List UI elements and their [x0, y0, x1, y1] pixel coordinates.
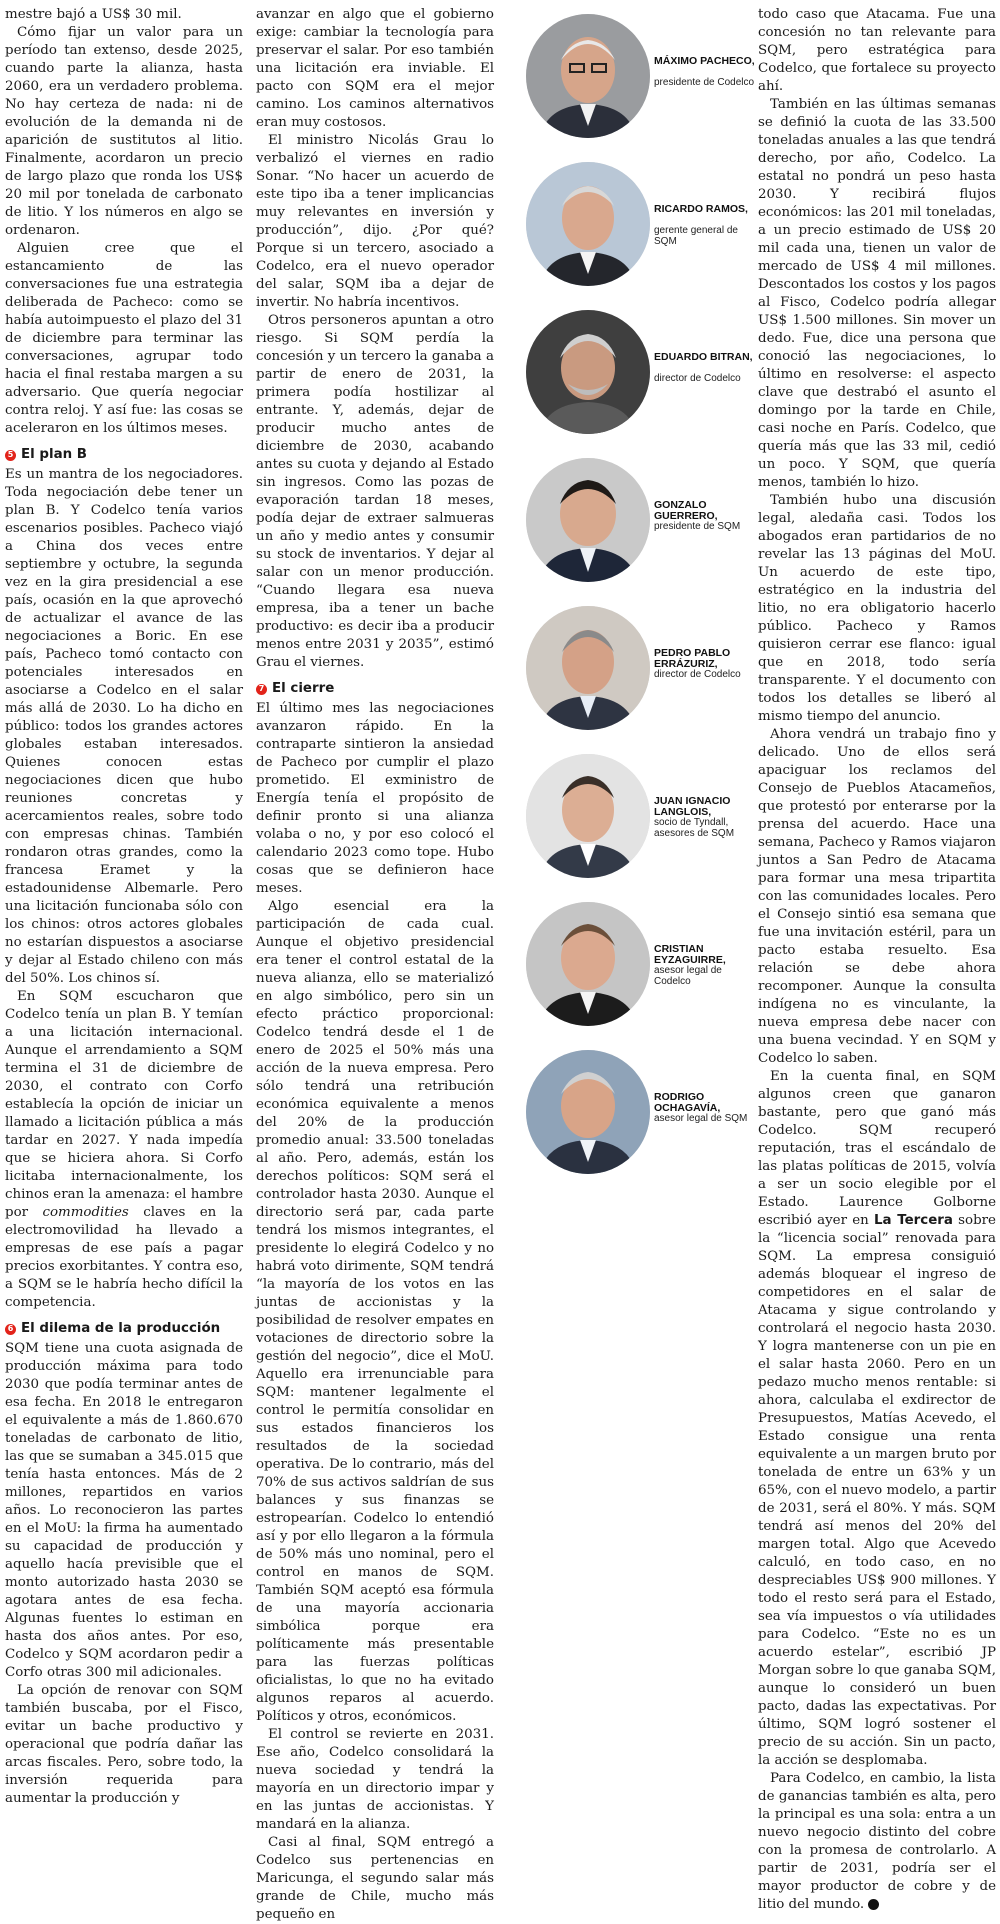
person-role: director de Codelco [654, 373, 741, 384]
portrait-photo [526, 14, 650, 138]
person-card [526, 14, 756, 164]
person-role: socio de Tyndall, asesores de SQM [654, 817, 735, 839]
section-title: El dilema de la producción [21, 1321, 221, 1336]
paragraph: mestre bajó a US$ 30 mil. [5, 7, 182, 22]
people-column [506, 0, 754, 1303]
portrait-photo [526, 162, 650, 286]
paragraph: El ministro Nicolás Grau lo verbalizó el viernes en radio Sonar. “No hacer un acuerdo de este tipo iba a tener implicancias muy relevantes en inversión y producción”, dijo. ¿Por qué? Porque si un tercero, asociado a Codelco, era el nuevo operador del salar, SQM iba a dejar de invertir. No habría incentivos. [256, 133, 494, 310]
paragraph: Algo esencial era la participación de cada cual. Aunque el objetivo presidencial era tener el control estatal de la nueva alianza, ello se materializó en algo simbólico, pero sin un efecto práctico proporcional: Codelco tendrá desde el 1 de enero de 2025 el 50% más una acción de la nueva empresa. Pero sólo tendrá una retribución económica equivalente a menos del 20% de la producción promedio anual: 33.500 toneladas al año. Pero, además, están los derechos políticos: SQM será el controlador hasta 2030. Aunque el directorio será par, cada parte tendrá los mismos integrantes, el presidente lo elegirá Codelco y no habrá voto dirimente, SQM tendrá “la mayoría de los votos en las juntas de accionistas y la posibilidad de resolver empates en votaciones de directorio sobre la gestión del negocio”, dice el MoU. Aquello era irrenunciable para SQM: mantener legalmente el control le permitía consolidar en sus estados financieros los resultados de la sociedad operativa. De lo contrario, más del 70% de sus activos saldrían de sus balances y sus finanzas se estropearían. Codelco lo entendió así y por ello llegaron a la fórmula de 50% más uno nominal, pero el control en manos de SQM. También SQM aceptó esa fórmula de una mayoría accionaria simbólica porque era políticamente más presentable para las fuerzas políticas oficialistas, lo que no ha evitado algunos reparos al acuerdo. Políticos y otros, económicos. [256, 899, 494, 1724]
article-column-2 [256, 6, 494, 1924]
person-name: GONZALO GUERRERO, [654, 499, 718, 522]
person-card [526, 310, 756, 460]
article-column-1 [5, 6, 243, 1808]
paragraph: Es un mantra de los negociadores. Toda negociación debe tener un plan B. Y Codelco tenía varios escenarios posibles. Pacheco viajó a China dos veces entre septiembre y octubre, la segunda vez en la gira presidencial a ese país, ocasión en la que aprovechó de actualizar el avance de las negociaciones a Boric. En ese país, Pacheco tomó contacto con potenciales interesados en asociarse a Codelco en el salar más allá de 2030. Lo ha dicho en público: todos los grandes actores globales estaban interesados. Quienes conocen estas negociaciones dicen que hubo reuniones concretas y acercamientos reales, sobre todo con empresas chinas. También rondaron otras grandes, como la francesa Eramet y la estadounidense Albemarle. Pero una licitación funcionaba sólo con los chinos: otros actores globales no estarían dispuestos a asociarse y dejar al Estado chileno con más del 50%. Los chinos sí. [5, 467, 243, 986]
person-card [526, 754, 756, 904]
paragraph: También en las últimas semanas se definió la cuota de las 33.500 toneladas anuales a las que tendrá derecho, por año, Codelco. La estatal no pondrá un peso hasta 2030. Y recibirá flujos económicos: las 201 mil toneladas, a un precio estimado de US$ 20 mil cada una, tienen un valor de mercado de US$ 4 mil millones. Descontados los costos y los pagos al Fisco, Codelco podría allegar US$ 1.500 millones. Sin mover un dedo. Fue, dice una persona que conoció las negociaciones, lo último en resolverse: el aspecto clave que destrabó el asunto el domingo por la tarde en Chile, casi noche en París. Codelco, que quería más que las 33 mil, cedió un poco. Y SQM, que quería menos, también lo hizo. [758, 97, 996, 490]
paragraph [5, 988, 243, 1312]
person-role: asesor legal de SQM [654, 1113, 748, 1124]
paragraph [758, 1770, 996, 1914]
person-role: presidente de Codelco [654, 77, 755, 88]
paragraph: La opción de renovar con SQM también buscaba, por el Fisco, evitar un bache productivo y operacional que podría dañar las arcas fiscales. Pero, sobre todo, la inversión requerida para aumentar la producción y [5, 1683, 243, 1806]
text-run: claves en la electromovilidad ha llevado a empresas de ese país a pagar precios exorbitantes. Y contra eso, a SQM se le habría hecho difícil la competencia. [5, 1205, 243, 1310]
person-role: asesor legal de Codelco [654, 965, 722, 987]
person-card [526, 458, 756, 608]
text-run: En la cuenta final, en SQM algunos creen que ganaron bastante, pero que ganó más Codelco. SQM recuperó reputación, tras el escándalo de las platas políticas de 2015, volvía a ser un socio elegible por el Estado. Laurence Golborne escribió ayer en [758, 1069, 996, 1228]
paragraph: Casi al final, SQM entregó a Codelco sus pertenencias en Maricunga, el segundo salar más grande de Chile, mucho más pequeño en [256, 1835, 494, 1922]
person-card [526, 902, 756, 1052]
text-run: Para Codelco, en cambio, la lista de ganancias también es alta, pero la principal es una sola: entra a un nuevo negocio distinto del cobre con la promesa de controlarlo. A partir de 2031, podría ser el mayor productor de cobre y de litio del mundo. [758, 1771, 996, 1912]
section-number-badge: 5 [5, 450, 16, 461]
section-heading-closing [256, 680, 494, 698]
paragraph: avanzar en algo que el gobierno exige: cambiar la tecnología para preservar el salar. Por eso también una licitación era inviable. El pacto con SQM era el mejor camino. Los caminos alternativos eran muy costosos. [256, 7, 494, 130]
section-heading-production [5, 1320, 243, 1338]
person-name: RODRIGO OCHAGAVÍA, [654, 1091, 721, 1114]
portrait-photo [526, 754, 650, 878]
paragraph: todo caso que Atacama. Fue una concesión no tan relevante para SQM, pero estratégica para Codelco, que fortalece su proyecto ahí. [758, 7, 996, 94]
end-mark-icon: P [868, 1899, 879, 1910]
italic-term: commodities [42, 1205, 129, 1220]
text-run: sobre la “licencia social” renovada para SQM. La empresa consiguió además bloquear el ingreso de competidores en el salar de Atacama y sigue controlando y controlará el negocio hasta 2030. Y logra mantenerse con un pie en el salar hasta 2060. Pero en un pedazo mucho menos rentable: si ahora, calculaba el exdirector de Presupuestos, Matías Acevedo, el Estado consigue una renta equivalente a un margen bruto por tonelada de entre un 63% y un 65%, con el nuevo modelo, a partir de 2031, será el 80%. Y más. SQM tendrá así menos del 20% del margen total. Algo que Acevedo calculó, en todo caso, en no despreciables US$ 900 millones. Y todo el resto será para el Estado, sea vía impuestos o vía utilidades para Codelco. “Este no es un acuerdo estelar”, escribió JP Morgan sobre lo que ganaba SQM, aunque lo consideró un buen pacto, dadas las expectativas. Por último, SQM logró sostener el precio de su acción. Sin un pacto, la acción se desplomaba. [758, 1213, 996, 1768]
paragraph: SQM tiene una cuota asignada de producción máxima para todo 2030 que podía terminar antes de esa fecha. En 2018 le entregaron el equivalente a más de 1.860.670 toneladas de carbonato de litio, las que se sumaban a 345.015 que tenía hasta entonces. Más de 2 millones, repartidos en varios años. Lo reconocieron las partes en el MoU: la firma ha aumentado su capacidad de producción y aquello hacía previsible que el monto autorizado hasta 2030 se agotara antes de esa fecha. Algunas fuentes lo estiman en hasta dos años antes. Por eso, Codelco y SQM acordaron pedir a Corfo otras 300 mil adicionales. [5, 1341, 243, 1680]
portrait-photo [526, 458, 650, 582]
paragraph [758, 1068, 996, 1770]
text-run: En SQM escucharon que Codelco tenía un plan B. Y temían a una licitación internacional. Aunque el arrendamiento a SQM termina el 31 de diciembre de 2030, el contrato con Corfo establecía la opción de iniciar un llamado a licitación pública a más tardar en 2027. Y nada impedía que se hiciera ahora. Si Corfo licitaba internacionalmente, los chinos eran la amenaza: el hambre por [5, 989, 243, 1220]
person-name: PEDRO PABLO ERRÁZURIZ, [654, 647, 731, 670]
article-column-4 [758, 6, 996, 1914]
section-heading-plan-b [5, 446, 243, 464]
portrait-photo [526, 606, 650, 730]
person-card [526, 1050, 756, 1200]
person-name: CRISTIAN EYZAGUIRRE, [654, 943, 726, 966]
section-title: El plan B [21, 447, 88, 462]
person-role: presidente de SQM [654, 521, 741, 532]
paragraph: El control se revierte en 2031. Ese año, Codelco consolidará la nueva sociedad y tendrá la mayoría en un directorio impar y en las juntas de accionistas. Y mandará en la alianza. [256, 1727, 494, 1832]
person-role: gerente general de SQM [654, 225, 738, 247]
newspaper-name: La Tercera [874, 1213, 953, 1228]
person-name: EDUARDO BITRAN, [654, 351, 753, 363]
person-name: RICARDO RAMOS, [654, 203, 748, 215]
person-name: JUAN IGNACIO LANGLOIS, [654, 795, 731, 818]
person-card [526, 606, 756, 756]
person-role: director de Codelco [654, 669, 741, 680]
portrait-photo [526, 902, 650, 1026]
paragraph: Alguien cree que el estancamiento de las conversaciones fue una estrategia deliberada de Pacheco: como se había autoimpuesto el plazo del 31 de diciembre para terminar las conversaciones, agrupar todo hacia el final restaba margen a su adversario. Que quería negociar contra reloj. Y así fue: las cosas se aceleraron en los últimos meses. [5, 241, 243, 436]
person-card [526, 162, 756, 312]
section-number-badge: 7 [256, 684, 267, 695]
paragraph: Cómo fijar un valor para un período tan extenso, desde 2025, cuando parte la alianza, hasta 2060, era un verdadero problema. No hay certeza de nada: ni de evolución de la demanda ni de aparición de sustitutos al litio. Finalmente, acordaron un precio de largo plazo que ronda los US$ 20 mil por tonelada de carbonato de litio. Y los números en algo se ordenaron. [5, 25, 243, 238]
portrait-photo [526, 310, 650, 434]
portrait-photo [526, 1050, 650, 1174]
section-title: El cierre [272, 681, 335, 696]
paragraph: Otros personeros apuntan a otro riesgo. Si SQM perdía la concesión y un tercero la ganaba a partir de enero de 2031, la primera podía hostilizar al entrante. Y, además, dejar de producir mucho antes de diciembre de 2030, acabando antes su cuota y dejando al Estado sin ingresos. Como las pozas de evaporación tardan 18 meses, podía dejar de extraer salmueras un año y medio antes y consumir su stock de inventarios. Y dejar al salar con un menor producción. “Cuando llegara esa nueva empresa, iba a tener un bache productivo: es decir iba a producir menos entre 2031 y 2035”, estimó Grau el viernes. [256, 313, 494, 670]
paragraph: Ahora vendrá un trabajo fino y delicado. Uno de ellos será apaciguar los reclamos del Consejo de Pueblos Atacameños, que protestó por enterarse por la prensa del acuerdo. Hace una semana, Pacheco y Ramos viajaron juntos a San Pedro de Atacama para formar una mesa tripartita con las comunidades locales. Pero el Consejo sintió esa semana que fue una invitación estéril, para un pacto estaba resuelto. Esa relación se debe ahora recomponer. Aunque la consulta indígena no es vinculante, la nueva empresa debe nacer con una buena vecindad. Y en SQM y Codelco lo saben. [758, 727, 996, 1066]
paragraph: También hubo una discusión legal, aledaña casi. Todos los abogados eran partidarios de no revelar las 13 páginas del MoU. Un acuerdo de este tipo, estratégico en la industria del litio, no era obligatorio hacerlo público. Pacheco y Ramos quisieron cerrar ese flanco: igual que en 2018, todo sería transparente. Y el documento con todos los detalles se liberó al mismo tiempo del anuncio. [758, 493, 996, 724]
person-name: MÁXIMO PACHECO, [654, 55, 755, 67]
paragraph: El último mes las negociaciones avanzaron rápido. En la contraparte sintieron la ansiedad de Pacheco por cumplir el plazo prometido. El exministro de Energía tenía el propósito de definir pronto si una alianza volaba o no, y por eso colocó el calendario 2023 como tope. Hubo cosas que se definieron hace meses. [256, 701, 494, 896]
section-number-badge: 6 [5, 1324, 16, 1335]
